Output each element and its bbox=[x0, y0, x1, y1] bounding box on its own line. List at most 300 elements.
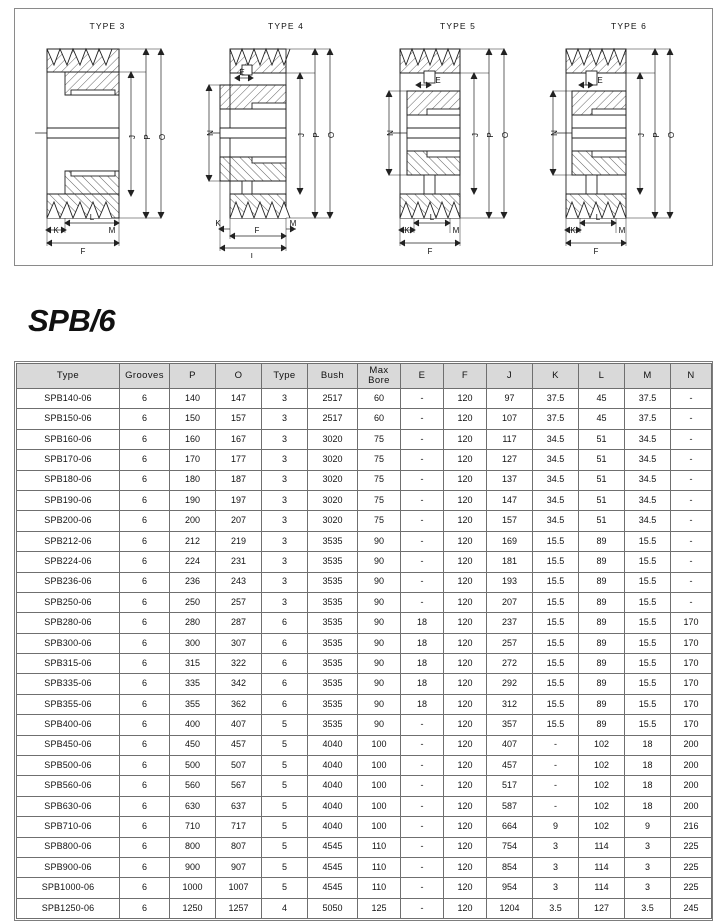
diagram-type4-label: TYPE 4 bbox=[268, 21, 304, 31]
cell-f: 120 bbox=[444, 511, 487, 531]
cell-o: 147 bbox=[216, 389, 262, 409]
cell-l: 102 bbox=[579, 735, 625, 755]
cell-e: 18 bbox=[401, 674, 444, 694]
cell-m: 18 bbox=[625, 735, 671, 755]
cell-l: 89 bbox=[579, 633, 625, 653]
dim-label-f: F bbox=[593, 247, 599, 256]
cell-m: 15.5 bbox=[625, 633, 671, 653]
cell-o: 219 bbox=[216, 531, 262, 551]
cell-k: 34.5 bbox=[533, 511, 579, 531]
cell-j: 193 bbox=[487, 572, 533, 592]
cell-j: 457 bbox=[487, 756, 533, 776]
dim-label-p: P bbox=[652, 132, 661, 138]
cell-max-bore: 90 bbox=[358, 552, 401, 572]
cell-max-bore: 110 bbox=[358, 857, 401, 877]
cell-j: 97 bbox=[487, 389, 533, 409]
cell-o: 507 bbox=[216, 756, 262, 776]
header-line-1: Max bbox=[369, 364, 389, 376]
dim-label-p: P bbox=[143, 134, 152, 140]
cell-bush: 5050 bbox=[308, 898, 358, 918]
dim-label-l: L bbox=[89, 213, 95, 222]
cell-bush: 4040 bbox=[308, 735, 358, 755]
cell-grooves: 6 bbox=[120, 633, 170, 653]
cell-e: - bbox=[401, 735, 444, 755]
dim-label-m: M bbox=[108, 226, 116, 235]
cell-o: 1007 bbox=[216, 878, 262, 898]
cell-m: 34.5 bbox=[625, 470, 671, 490]
table-row bbox=[17, 572, 712, 592]
cell-p: 250 bbox=[170, 592, 216, 612]
cell-grooves: 6 bbox=[120, 592, 170, 612]
table-body bbox=[17, 389, 712, 919]
cell-type: SPB180-06 bbox=[17, 470, 120, 490]
cell-o: 1257 bbox=[216, 898, 262, 918]
dim-label-j: J bbox=[128, 135, 137, 139]
cell-m: 18 bbox=[625, 756, 671, 776]
cell-type: 6 bbox=[262, 694, 308, 714]
cell-m: 3.5 bbox=[625, 898, 671, 918]
cell-p: 200 bbox=[170, 511, 216, 531]
cell-n: 170 bbox=[671, 633, 712, 653]
cell-k: - bbox=[533, 796, 579, 816]
column-header-p-2: P bbox=[170, 364, 216, 389]
cell-e: - bbox=[401, 878, 444, 898]
cell-e: - bbox=[401, 409, 444, 429]
cell-n: 170 bbox=[671, 694, 712, 714]
column-header-type-4: Type bbox=[262, 364, 308, 389]
cell-type: 3 bbox=[262, 490, 308, 510]
cell-k: 15.5 bbox=[533, 531, 579, 551]
cell-type: SPB1000-06 bbox=[17, 878, 120, 898]
cell-m: 37.5 bbox=[625, 389, 671, 409]
table-row bbox=[17, 674, 712, 694]
cell-n: - bbox=[671, 389, 712, 409]
cell-type: 3 bbox=[262, 511, 308, 531]
cell-type: 5 bbox=[262, 735, 308, 755]
cell-j: 357 bbox=[487, 715, 533, 735]
cell-j: 169 bbox=[487, 531, 533, 551]
cell-type: SPB400-06 bbox=[17, 715, 120, 735]
diagram-type5 bbox=[372, 9, 544, 265]
cell-n: - bbox=[671, 470, 712, 490]
cell-grooves: 6 bbox=[120, 552, 170, 572]
cell-grooves: 6 bbox=[120, 429, 170, 449]
table-row bbox=[17, 429, 712, 449]
cell-o: 243 bbox=[216, 572, 262, 592]
cell-n: 200 bbox=[671, 756, 712, 776]
cell-m: 9 bbox=[625, 817, 671, 837]
cell-grooves: 6 bbox=[120, 409, 170, 429]
cell-m: 18 bbox=[625, 796, 671, 816]
diagram-type6-drawing bbox=[544, 33, 714, 263]
cell-f: 120 bbox=[444, 409, 487, 429]
cell-grooves: 6 bbox=[120, 817, 170, 837]
cell-bush: 3020 bbox=[308, 511, 358, 531]
cell-l: 127 bbox=[579, 898, 625, 918]
cell-l: 89 bbox=[579, 531, 625, 551]
cell-k: 37.5 bbox=[533, 389, 579, 409]
dim-label-l: L bbox=[595, 213, 601, 222]
cell-e: - bbox=[401, 817, 444, 837]
cell-l: 89 bbox=[579, 694, 625, 714]
cell-type: SPB212-06 bbox=[17, 531, 120, 551]
cell-n: - bbox=[671, 511, 712, 531]
column-header-j-9: J bbox=[487, 364, 533, 389]
cell-bush: 4545 bbox=[308, 857, 358, 877]
column-header-grooves-1: Grooves bbox=[120, 364, 170, 389]
diagram-type4 bbox=[200, 9, 372, 265]
cell-l: 45 bbox=[579, 389, 625, 409]
cell-p: 800 bbox=[170, 837, 216, 857]
diagram-type4-drawing bbox=[200, 33, 372, 263]
cell-type: SPB200-06 bbox=[17, 511, 120, 531]
dim-label-k: K bbox=[404, 226, 410, 235]
cell-l: 51 bbox=[579, 490, 625, 510]
cell-f: 120 bbox=[444, 756, 487, 776]
cell-p: 450 bbox=[170, 735, 216, 755]
cell-n: - bbox=[671, 552, 712, 572]
cell-grooves: 6 bbox=[120, 776, 170, 796]
cell-bush: 3020 bbox=[308, 450, 358, 470]
dim-label-o: O bbox=[327, 131, 336, 139]
cell-p: 280 bbox=[170, 613, 216, 633]
column-header-m-12: M bbox=[625, 364, 671, 389]
column-header-f-8: F bbox=[444, 364, 487, 389]
cell-bush: 4040 bbox=[308, 796, 358, 816]
cell-max-bore: 90 bbox=[358, 613, 401, 633]
cell-type: 5 bbox=[262, 857, 308, 877]
table-row bbox=[17, 552, 712, 572]
cell-p: 315 bbox=[170, 654, 216, 674]
cell-type: 3 bbox=[262, 389, 308, 409]
cell-e: - bbox=[401, 592, 444, 612]
cell-e: - bbox=[401, 450, 444, 470]
cell-type: 6 bbox=[262, 633, 308, 653]
cell-type: SPB630-06 bbox=[17, 796, 120, 816]
cell-j: 292 bbox=[487, 674, 533, 694]
cell-type: 5 bbox=[262, 776, 308, 796]
cell-e: - bbox=[401, 715, 444, 735]
cell-n: 170 bbox=[671, 674, 712, 694]
cell-l: 51 bbox=[579, 429, 625, 449]
cell-type: 4 bbox=[262, 898, 308, 918]
cell-type: 3 bbox=[262, 572, 308, 592]
cell-n: - bbox=[671, 531, 712, 551]
diagram-type3-drawing bbox=[15, 33, 200, 263]
cell-type: SPB450-06 bbox=[17, 735, 120, 755]
cell-type: SPB1250-06 bbox=[17, 898, 120, 918]
cell-grooves: 6 bbox=[120, 613, 170, 633]
cell-l: 89 bbox=[579, 715, 625, 735]
cell-j: 517 bbox=[487, 776, 533, 796]
cell-o: 342 bbox=[216, 674, 262, 694]
cell-o: 362 bbox=[216, 694, 262, 714]
cell-j: 664 bbox=[487, 817, 533, 837]
cell-m: 3 bbox=[625, 878, 671, 898]
table-row bbox=[17, 694, 712, 714]
table-row bbox=[17, 490, 712, 510]
cell-k: 15.5 bbox=[533, 694, 579, 714]
cell-n: - bbox=[671, 409, 712, 429]
table-row bbox=[17, 450, 712, 470]
cell-max-bore: 100 bbox=[358, 776, 401, 796]
table-row bbox=[17, 654, 712, 674]
cell-f: 120 bbox=[444, 633, 487, 653]
cell-f: 120 bbox=[444, 572, 487, 592]
cell-max-bore: 90 bbox=[358, 572, 401, 592]
cell-m: 18 bbox=[625, 776, 671, 796]
cell-n: 170 bbox=[671, 715, 712, 735]
cell-grooves: 6 bbox=[120, 796, 170, 816]
cell-k: 3 bbox=[533, 837, 579, 857]
cell-k: 9 bbox=[533, 817, 579, 837]
dim-label-e: E bbox=[239, 68, 245, 77]
cell-f: 120 bbox=[444, 531, 487, 551]
cell-bush: 4040 bbox=[308, 756, 358, 776]
cell-f: 120 bbox=[444, 776, 487, 796]
table-row bbox=[17, 796, 712, 816]
cell-max-bore: 60 bbox=[358, 409, 401, 429]
cell-e: - bbox=[401, 898, 444, 918]
cell-p: 630 bbox=[170, 796, 216, 816]
cell-k: 34.5 bbox=[533, 450, 579, 470]
cell-type: 3 bbox=[262, 531, 308, 551]
cell-bush: 3535 bbox=[308, 552, 358, 572]
cell-type: 5 bbox=[262, 756, 308, 776]
cell-grooves: 6 bbox=[120, 735, 170, 755]
cell-e: - bbox=[401, 776, 444, 796]
table-row bbox=[17, 898, 712, 918]
cell-type: SPB250-06 bbox=[17, 592, 120, 612]
dim-label-k: K bbox=[53, 226, 59, 235]
cell-n: - bbox=[671, 450, 712, 470]
cell-type: 6 bbox=[262, 654, 308, 674]
dim-label-p: P bbox=[312, 132, 321, 138]
cell-j: 127 bbox=[487, 450, 533, 470]
cell-max-bore: 100 bbox=[358, 796, 401, 816]
cell-j: 754 bbox=[487, 837, 533, 857]
dim-label-o: O bbox=[158, 133, 167, 141]
cell-e: - bbox=[401, 837, 444, 857]
column-header-max-bore-6 bbox=[358, 364, 401, 389]
cell-bush: 4040 bbox=[308, 817, 358, 837]
cell-k: - bbox=[533, 756, 579, 776]
cell-bush: 3535 bbox=[308, 715, 358, 735]
cell-max-bore: 90 bbox=[358, 674, 401, 694]
table-row bbox=[17, 409, 712, 429]
cell-k: 15.5 bbox=[533, 674, 579, 694]
cell-e: - bbox=[401, 552, 444, 572]
dim-label-k: K bbox=[215, 219, 221, 228]
dim-label-l: L bbox=[250, 252, 256, 258]
cell-f: 120 bbox=[444, 429, 487, 449]
cell-m: 3 bbox=[625, 837, 671, 857]
column-header-bush-5: Bush bbox=[308, 364, 358, 389]
cell-e: 18 bbox=[401, 613, 444, 633]
cell-p: 1250 bbox=[170, 898, 216, 918]
cell-k: 37.5 bbox=[533, 409, 579, 429]
cell-o: 207 bbox=[216, 511, 262, 531]
dim-label-o: O bbox=[501, 131, 510, 139]
cell-f: 120 bbox=[444, 389, 487, 409]
cell-j: 207 bbox=[487, 592, 533, 612]
cell-grooves: 6 bbox=[120, 837, 170, 857]
cell-bush: 3020 bbox=[308, 429, 358, 449]
cell-type: SPB300-06 bbox=[17, 633, 120, 653]
cell-m: 15.5 bbox=[625, 694, 671, 714]
cell-max-bore: 60 bbox=[358, 389, 401, 409]
cell-e: - bbox=[401, 531, 444, 551]
cell-m: 15.5 bbox=[625, 674, 671, 694]
cell-e: - bbox=[401, 756, 444, 776]
cell-o: 407 bbox=[216, 715, 262, 735]
cell-p: 190 bbox=[170, 490, 216, 510]
cell-k: 34.5 bbox=[533, 470, 579, 490]
cell-p: 335 bbox=[170, 674, 216, 694]
dim-label-o: O bbox=[667, 131, 676, 139]
cell-f: 120 bbox=[444, 735, 487, 755]
cell-p: 212 bbox=[170, 531, 216, 551]
dim-label-p: P bbox=[486, 132, 495, 138]
cell-n: - bbox=[671, 592, 712, 612]
cell-j: 954 bbox=[487, 878, 533, 898]
table-row bbox=[17, 511, 712, 531]
cell-e: - bbox=[401, 511, 444, 531]
cell-e: - bbox=[401, 490, 444, 510]
cell-type: 5 bbox=[262, 817, 308, 837]
cell-bush: 3535 bbox=[308, 633, 358, 653]
dim-label-e: E bbox=[597, 76, 603, 85]
table-row bbox=[17, 592, 712, 612]
dim-label-m: M bbox=[289, 219, 297, 228]
cell-j: 854 bbox=[487, 857, 533, 877]
cell-j: 407 bbox=[487, 735, 533, 755]
cell-bush: 3020 bbox=[308, 470, 358, 490]
cell-o: 567 bbox=[216, 776, 262, 796]
cell-grooves: 6 bbox=[120, 857, 170, 877]
table-row bbox=[17, 531, 712, 551]
cell-f: 120 bbox=[444, 878, 487, 898]
cell-j: 257 bbox=[487, 633, 533, 653]
cell-grooves: 6 bbox=[120, 572, 170, 592]
cell-m: 15.5 bbox=[625, 654, 671, 674]
dim-label-k: K bbox=[570, 226, 576, 235]
page-title: SPB/6 bbox=[28, 303, 116, 338]
cell-m: 15.5 bbox=[625, 572, 671, 592]
cell-p: 170 bbox=[170, 450, 216, 470]
cell-k: 15.5 bbox=[533, 715, 579, 735]
cell-k: 3 bbox=[533, 857, 579, 877]
cell-j: 107 bbox=[487, 409, 533, 429]
cell-max-bore: 75 bbox=[358, 511, 401, 531]
cell-n: - bbox=[671, 429, 712, 449]
cell-type: 3 bbox=[262, 450, 308, 470]
table-row bbox=[17, 633, 712, 653]
cell-f: 120 bbox=[444, 796, 487, 816]
cell-p: 500 bbox=[170, 756, 216, 776]
cell-type: SPB190-06 bbox=[17, 490, 120, 510]
cell-max-bore: 90 bbox=[358, 694, 401, 714]
cell-grooves: 6 bbox=[120, 878, 170, 898]
cell-grooves: 6 bbox=[120, 450, 170, 470]
cell-j: 312 bbox=[487, 694, 533, 714]
cell-e: 18 bbox=[401, 654, 444, 674]
cell-max-bore: 75 bbox=[358, 470, 401, 490]
cell-max-bore: 90 bbox=[358, 633, 401, 653]
cell-type: 5 bbox=[262, 715, 308, 735]
cell-m: 37.5 bbox=[625, 409, 671, 429]
cell-l: 102 bbox=[579, 817, 625, 837]
cell-max-bore: 110 bbox=[358, 878, 401, 898]
cell-f: 120 bbox=[444, 674, 487, 694]
cell-p: 1000 bbox=[170, 878, 216, 898]
diagram-type5-label: TYPE 5 bbox=[440, 21, 476, 31]
cell-l: 89 bbox=[579, 674, 625, 694]
cell-l: 89 bbox=[579, 552, 625, 572]
cell-type: SPB150-06 bbox=[17, 409, 120, 429]
cell-type: 5 bbox=[262, 837, 308, 857]
cell-f: 120 bbox=[444, 552, 487, 572]
cell-f: 120 bbox=[444, 470, 487, 490]
cell-grooves: 6 bbox=[120, 674, 170, 694]
table-row bbox=[17, 715, 712, 735]
cell-bush: 3535 bbox=[308, 531, 358, 551]
cell-l: 45 bbox=[579, 409, 625, 429]
cell-f: 120 bbox=[444, 857, 487, 877]
cell-m: 15.5 bbox=[625, 552, 671, 572]
cell-o: 457 bbox=[216, 735, 262, 755]
cell-type: SPB160-06 bbox=[17, 429, 120, 449]
cell-o: 322 bbox=[216, 654, 262, 674]
cell-f: 120 bbox=[444, 490, 487, 510]
cell-p: 355 bbox=[170, 694, 216, 714]
cell-l: 51 bbox=[579, 470, 625, 490]
cell-bush: 3535 bbox=[308, 674, 358, 694]
cell-bush: 3535 bbox=[308, 572, 358, 592]
table-row bbox=[17, 857, 712, 877]
cell-grooves: 6 bbox=[120, 898, 170, 918]
cell-n: 245 bbox=[671, 898, 712, 918]
cell-max-bore: 100 bbox=[358, 735, 401, 755]
cell-j: 147 bbox=[487, 490, 533, 510]
table-row bbox=[17, 470, 712, 490]
cell-p: 140 bbox=[170, 389, 216, 409]
cell-max-bore: 100 bbox=[358, 756, 401, 776]
diagram-type3 bbox=[15, 9, 200, 265]
table-row bbox=[17, 776, 712, 796]
dim-label-f: F bbox=[254, 226, 260, 235]
pulley-spec-table bbox=[16, 363, 712, 919]
cell-m: 3 bbox=[625, 857, 671, 877]
cell-grooves: 6 bbox=[120, 389, 170, 409]
cell-bush: 3535 bbox=[308, 592, 358, 612]
cell-k: 34.5 bbox=[533, 429, 579, 449]
cell-l: 102 bbox=[579, 776, 625, 796]
dim-label-l: L bbox=[429, 213, 435, 222]
column-header-type-0: Type bbox=[17, 364, 120, 389]
cell-k: 15.5 bbox=[533, 654, 579, 674]
cell-j: 117 bbox=[487, 429, 533, 449]
cell-type: SPB315-06 bbox=[17, 654, 120, 674]
cell-bush: 3535 bbox=[308, 613, 358, 633]
cell-m: 34.5 bbox=[625, 490, 671, 510]
dim-label-m: M bbox=[452, 226, 460, 235]
cell-j: 181 bbox=[487, 552, 533, 572]
cell-e: - bbox=[401, 857, 444, 877]
table-row bbox=[17, 878, 712, 898]
cell-grooves: 6 bbox=[120, 715, 170, 735]
cell-f: 120 bbox=[444, 715, 487, 735]
